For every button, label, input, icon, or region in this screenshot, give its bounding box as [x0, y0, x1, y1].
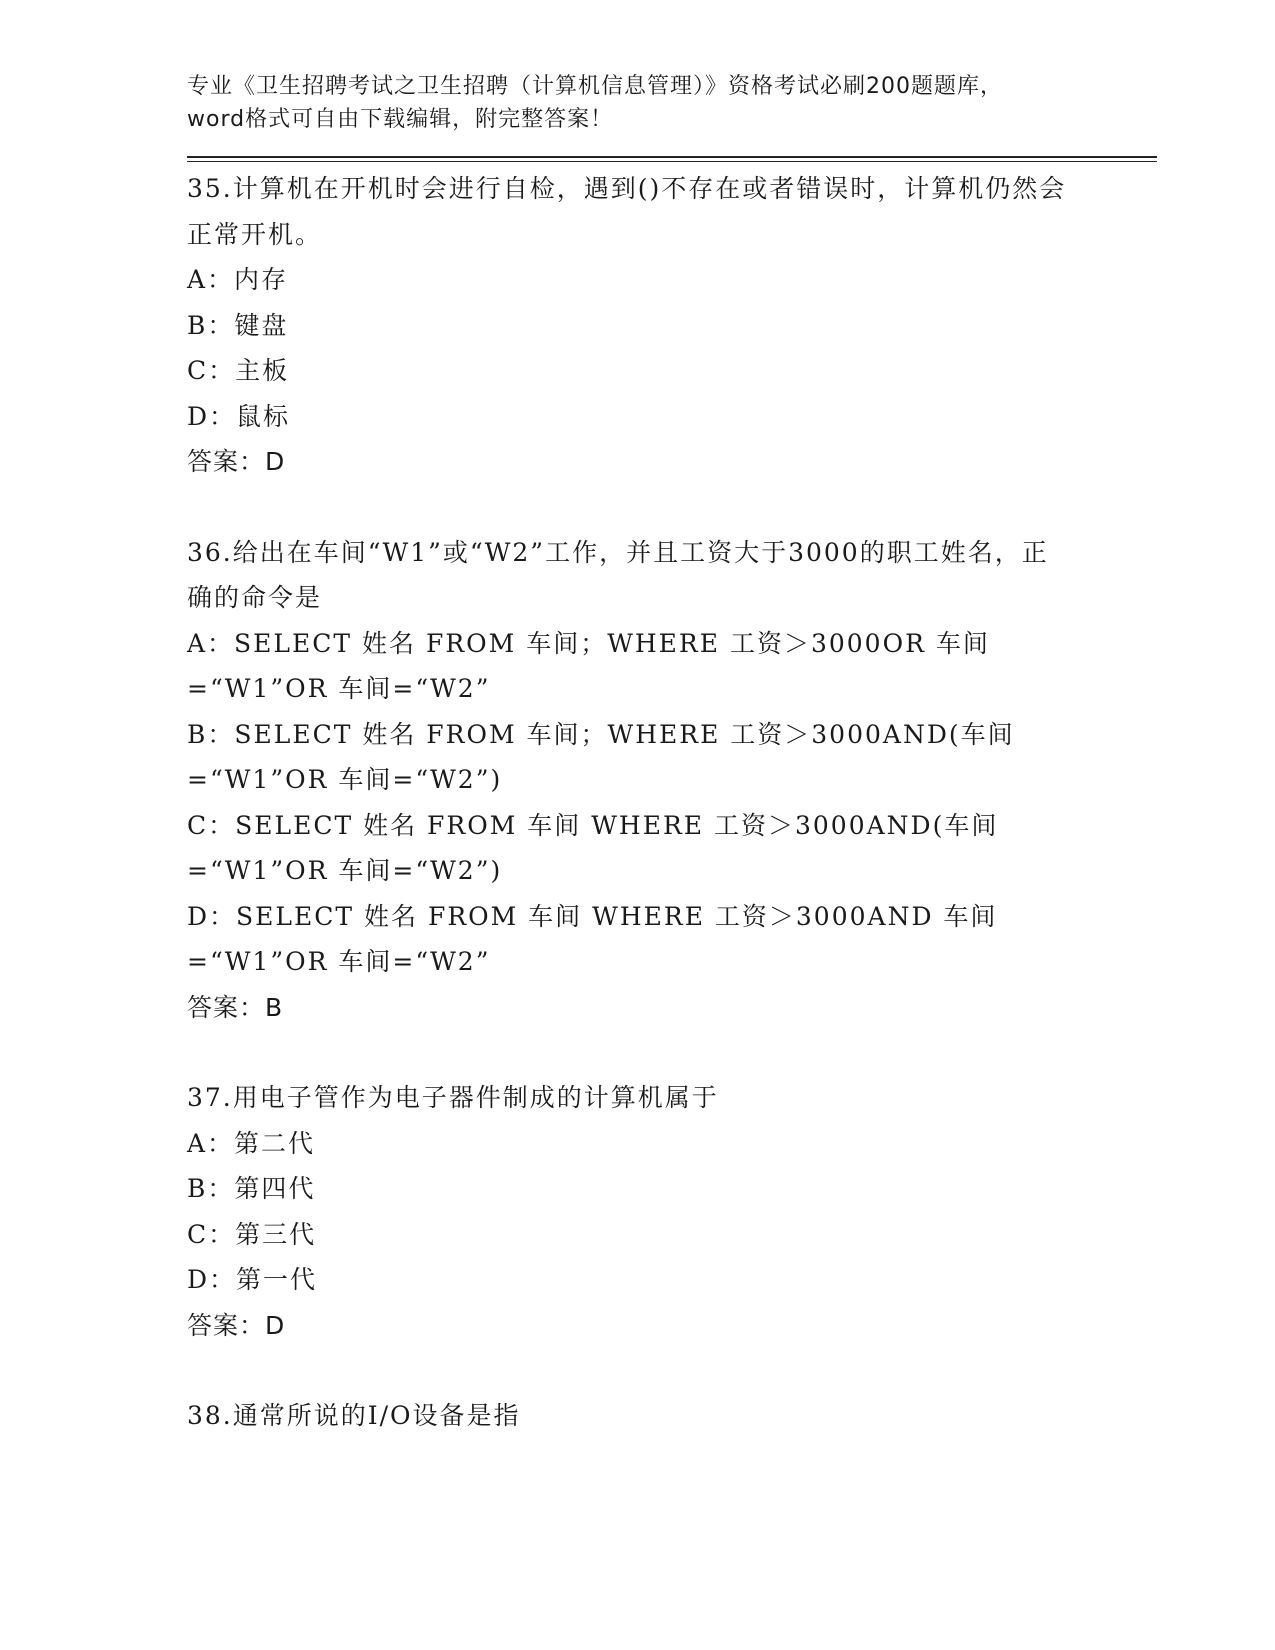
- question-text: 37.用电子管作为电子器件制成的计算机属于: [187, 1083, 719, 1112]
- header-divider: [187, 156, 1157, 158]
- answer: 答案：D: [187, 1310, 286, 1340]
- option-c: C：SELECT 姓名 FROM 车间 WHERE 工资＞3000AND(车间=“W1”OR 车间=“W2”): [187, 810, 999, 885]
- option-b: B：SELECT 姓名 FROM 车间；WHERE 工资＞3000AND(车间=“W1”OR 车间=“W2”): [187, 719, 1015, 794]
- document-page: [187, 70, 1157, 1484]
- answer: 答案：B: [187, 992, 284, 1022]
- header-line-2: word格式可自由下载编辑，附完整答案！: [187, 107, 614, 132]
- option-d: D：第一代: [187, 1265, 318, 1294]
- option-c: C：主板: [187, 356, 290, 385]
- question-37: [187, 1075, 1157, 1348]
- question-text: 38.通常所说的I/O设备是指: [187, 1401, 521, 1430]
- option-d: D：SELECT 姓名 FROM 车间 WHERE 工资＞3000AND 车间=“W1”OR 车间=“W2”: [187, 901, 998, 976]
- question-list: [187, 166, 1157, 1439]
- question-38: [187, 1393, 1157, 1439]
- question-36: [187, 530, 1157, 1031]
- header-line-1: 专业《卫生招聘考试之卫生招聘（计算机信息管理）》资格考试必刷200题题库，: [187, 74, 1003, 99]
- option-a: A：内存: [187, 265, 289, 294]
- question-text: 36.给出在车间“W1”或“W2”工作，并且工资大于3000的职工姓名，正确的命令是: [187, 537, 1049, 612]
- question-text: 35.计算机在开机时会进行自检，遇到()不存在或者错误时，计算机仍然会正常开机。: [187, 174, 1067, 249]
- option-b: B：第四代: [187, 1174, 316, 1203]
- question-35: [187, 166, 1157, 485]
- option-a: A：第二代: [187, 1128, 316, 1158]
- answer: 答案：D: [187, 447, 286, 476]
- option-c: C：第三代: [187, 1219, 317, 1249]
- option-a: A：SELECT 姓名 FROM 车间；WHERE 工资＞3000OR 车间=“W1”OR 车间=“W2”: [187, 628, 990, 703]
- document-header: [187, 70, 1087, 136]
- option-d: D：鼠标: [187, 401, 291, 431]
- option-b: B：键盘: [187, 310, 289, 340]
